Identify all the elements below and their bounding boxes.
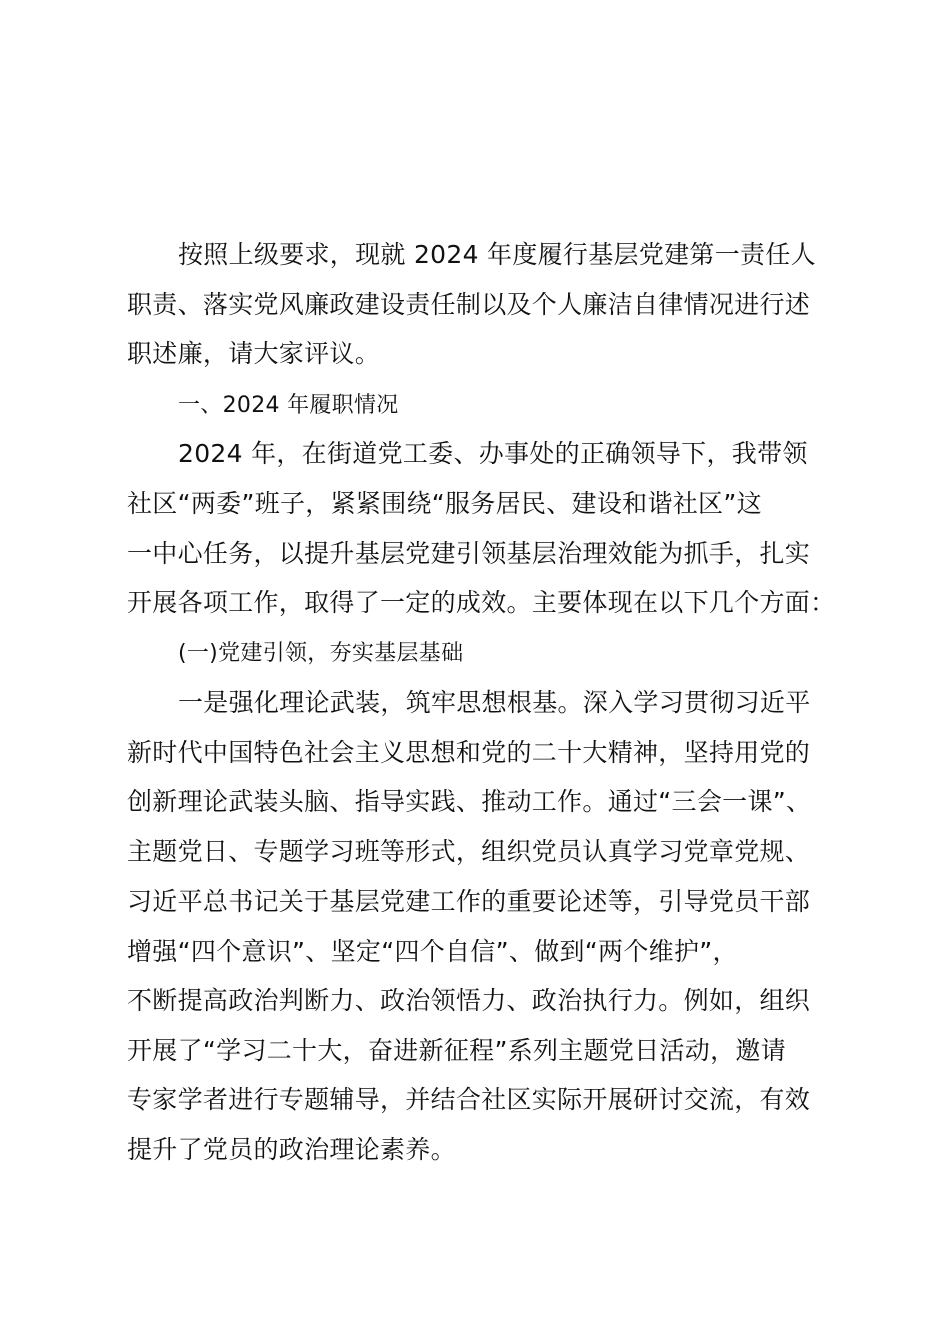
paragraph-theory-line-10: 提升了党员的政治理论素养。 (127, 1135, 456, 1164)
section-heading-1: 一、2024 年履职情况 (178, 393, 399, 418)
paragraph-intro-line-1: 按照上级要求，现就 2024 年度履行基层党建第一责任人 (178, 240, 816, 269)
paragraph-overview-line-4: 开展各项工作，取得了一定的成效。主要体现在以下几个方面： (127, 588, 836, 617)
paragraph-intro-line-3: 职述廉，请大家评议。 (127, 339, 381, 368)
paragraph-theory-line-4: 主题党日、专题学习班等形式，组织党员认真学习党章党规、 (127, 837, 811, 866)
paragraph-theory-line-5: 习近平总书记关于基层党建工作的重要论述等，引导党员干部 (127, 887, 811, 916)
subsection-heading-1: (一)党建引领，夯实基层基础 (178, 641, 464, 666)
paragraph-overview-line-3: 一中心任务，以提升基层党建引领基层治理效能为抓手，扎实 (127, 539, 811, 568)
paragraph-theory-line-2: 新时代中国特色社会主义思想和党的二十大精神，坚持用党的 (127, 738, 811, 767)
paragraph-theory-line-6: 增强“四个意识”、坚定“四个自信”、做到“两个维护”， (127, 937, 738, 966)
paragraph-theory-line-1: 一是强化理论武装，筑牢思想根基。深入学习贯彻习近平 (178, 688, 811, 717)
paragraph-theory-line-8: 开展了“学习二十大，奋进新征程”系列主题党日活动，邀请 (127, 1036, 787, 1065)
paragraph-theory-line-7: 不断提高政治判断力、政治领悟力、政治执行力。例如，组织 (127, 986, 811, 1015)
paragraph-overview-line-2: 社区“两委”班子，紧紧围绕“服务居民、建设和谐社区”这 (127, 489, 762, 518)
paragraph-intro-line-2: 职责、落实党风廉政建设责任制以及个人廉洁自律情况进行述 (127, 290, 811, 319)
paragraph-theory-line-3: 创新理论武装头脑、指导实践、推动工作。通过“三会一课”、 (127, 787, 812, 816)
paragraph-theory-line-9: 专家学者进行专题辅导，并结合社区实际开展研讨交流，有效 (127, 1085, 811, 1114)
paragraph-overview-line-1: 2024 年，在街道党工委、办事处的正确领导下，我带领 (178, 439, 808, 468)
